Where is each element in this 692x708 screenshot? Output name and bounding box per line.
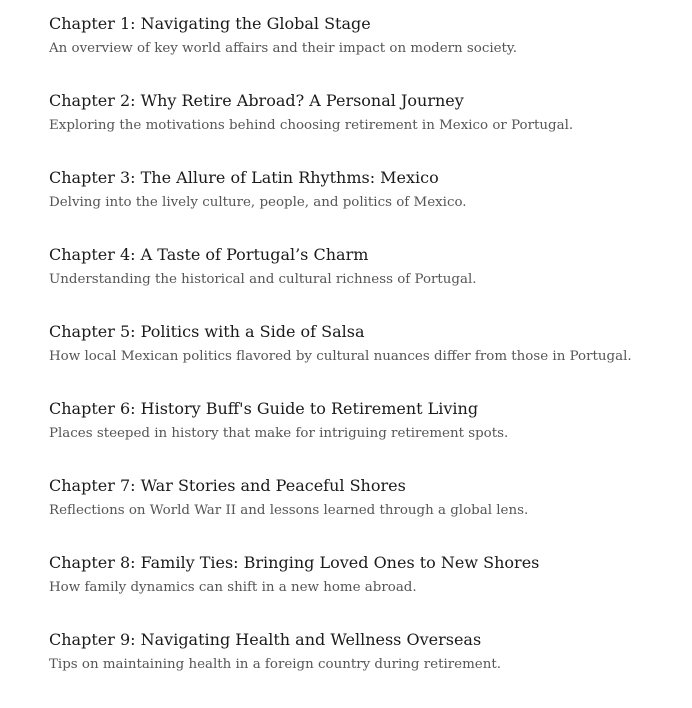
chapter-entry-3 [49, 167, 692, 244]
chapter-entry-9 [49, 629, 692, 706]
chapter-description: How local Mexican politics flavored by cultural nuances differ from those in Portugal. [49, 349, 632, 364]
chapter-entry-8 [49, 552, 692, 629]
chapter-description: Reflections on World War II and lessons learned through a global lens. [49, 503, 529, 518]
chapter-description: Understanding the historical and cultural richness of Portugal. [49, 272, 477, 287]
chapter-entry-7 [49, 475, 692, 552]
chapter-entry-6 [49, 398, 692, 475]
chapter-title: Chapter 4: A Taste of Portugal’s Charm [49, 245, 369, 264]
chapter-description: Exploring the motivations behind choosing retirement in Mexico or Portugal. [49, 118, 574, 133]
chapter-title: Chapter 9: Navigating Health and Wellness Overseas [49, 630, 482, 649]
chapter-title: Chapter 5: Politics with a Side of Salsa [49, 322, 365, 341]
chapter-title: Chapter 6: History Buff's Guide to Retirement Living [49, 399, 479, 418]
chapter-entry-1 [49, 13, 692, 90]
chapter-entry-5 [49, 321, 692, 398]
chapter-title: Chapter 7: War Stories and Peaceful Shores [49, 476, 406, 495]
chapter-description: Delving into the lively culture, people, and politics of Mexico. [49, 195, 467, 210]
chapter-description: Tips on maintaining health in a foreign country during retirement. [49, 657, 501, 672]
chapter-title: Chapter 8: Family Ties: Bringing Loved Ones to New Shores [49, 553, 540, 572]
chapter-description: How family dynamics can shift in a new home abroad. [49, 580, 417, 595]
chapter-description: An overview of key world affairs and their impact on modern society. [49, 41, 517, 56]
chapter-entry-2 [49, 90, 692, 167]
chapter-title: Chapter 3: The Allure of Latin Rhythms: Mexico [49, 168, 439, 187]
chapter-title: Chapter 2: Why Retire Abroad? A Personal Journey [49, 91, 464, 110]
chapter-entry-4 [49, 244, 692, 321]
chapter-title: Chapter 1: Navigating the Global Stage [49, 14, 371, 33]
chapter-description: Places steeped in history that make for intriguing retirement spots. [49, 426, 509, 441]
